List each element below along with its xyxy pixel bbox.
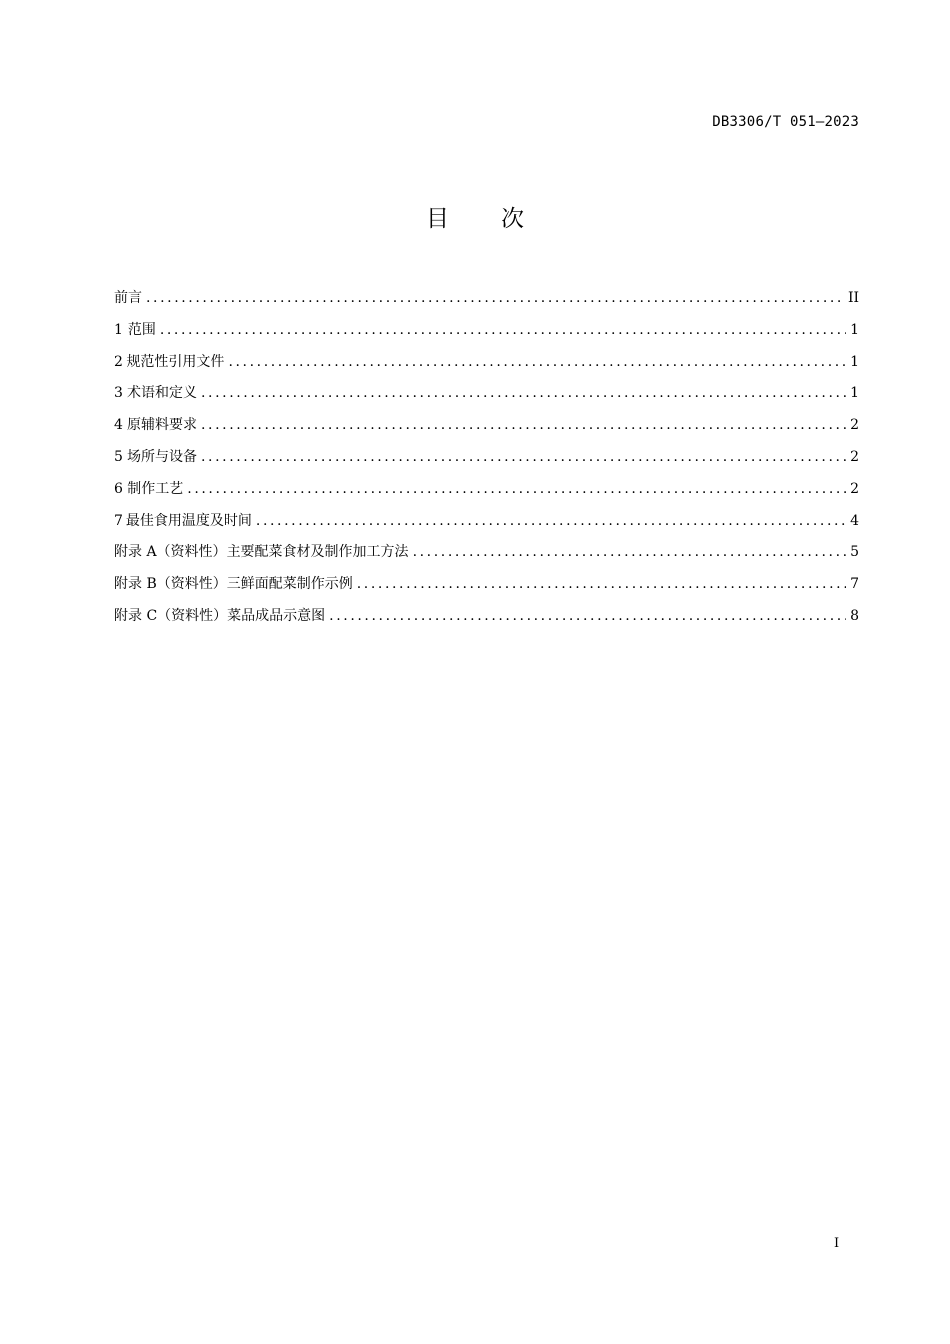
toc-entry-number: 3 xyxy=(114,385,123,402)
toc-entry-page: 2 xyxy=(850,480,859,497)
toc-entry-serving-temperature[interactable] xyxy=(114,510,859,542)
toc-entry-page: 2 xyxy=(850,448,859,465)
toc-entry-page: 5 xyxy=(850,544,859,561)
toc-entry-label: 制作工艺 xyxy=(127,480,184,497)
toc-entry-normative-references[interactable] xyxy=(114,351,859,383)
toc-leader-dots xyxy=(187,481,846,497)
toc-entry-appendix-c[interactable] xyxy=(114,605,859,637)
toc-leader-dots xyxy=(201,417,846,433)
toc-entry-page: 1 xyxy=(850,353,859,370)
toc-leader-dots xyxy=(201,449,846,465)
toc-entry-appendix-a[interactable] xyxy=(114,541,859,573)
toc-entry-label: 前言 xyxy=(114,290,142,306)
toc-entry-label: 最佳食用温度及时间 xyxy=(125,512,252,529)
toc-leader-dots xyxy=(329,608,846,624)
toc-leader-dots xyxy=(357,576,846,592)
toc-entry-number: 6 xyxy=(114,480,123,497)
toc-leader-dots xyxy=(256,513,846,529)
toc-entry-page: 8 xyxy=(850,607,859,624)
toc-entry-label: 三鲜面配菜制作示例 xyxy=(226,576,353,593)
toc-title-char-1: 目 xyxy=(426,206,449,232)
toc-entry-label: 原辅料要求 xyxy=(127,417,197,434)
document-code: DB3306/T 051—2023 xyxy=(712,114,859,130)
toc-entry-premises-equipment[interactable] xyxy=(114,446,859,478)
toc-entry-terms-definitions[interactable] xyxy=(114,382,859,414)
toc-entry-page: 2 xyxy=(850,417,859,434)
toc-entry-page: 4 xyxy=(850,512,859,529)
toc-entry-page: 7 xyxy=(850,576,859,593)
toc-entry-number: 4 xyxy=(114,417,123,434)
toc-leader-dots xyxy=(228,354,846,370)
toc-entry-appendix-prefix: 附录 C（资料性） xyxy=(114,607,228,624)
toc-entry-number: 1 xyxy=(114,321,123,338)
toc-entry-number: 7 xyxy=(114,512,123,529)
toc-title xyxy=(0,200,950,233)
toc-entry-label: 主要配菜食材及制作加工方法 xyxy=(226,544,409,561)
toc-entry-label: 场所与设备 xyxy=(127,448,197,465)
toc-entry-label: 规范性引用文件 xyxy=(126,353,225,370)
toc-entry-number: 5 xyxy=(114,448,123,465)
toc-entry-appendix-prefix: 附录 B（资料性） xyxy=(114,576,227,593)
toc-entry-scope[interactable] xyxy=(114,319,859,351)
toc-entry-number: 2 xyxy=(114,353,123,370)
toc-entry-process[interactable] xyxy=(114,478,859,510)
toc-title-char-2: 次 xyxy=(501,206,524,232)
toc-entry-page: II xyxy=(847,290,859,306)
toc-entry-label: 范围 xyxy=(127,321,156,338)
toc-leader-dots xyxy=(160,322,846,338)
toc-entry-page: 1 xyxy=(850,385,859,402)
toc-entry-label: 术语和定义 xyxy=(127,385,197,402)
toc-entry-appendix-b[interactable] xyxy=(114,573,859,605)
toc-leader-dots xyxy=(201,385,846,401)
toc-entry-appendix-prefix: 附录 A（资料性） xyxy=(114,544,227,561)
toc-entry-label: 菜品成品示意图 xyxy=(227,607,326,624)
toc-leader-dots xyxy=(413,544,847,560)
toc-entry-page: 1 xyxy=(850,321,859,338)
toc-entry-raw-materials[interactable] xyxy=(114,414,859,446)
toc-list xyxy=(114,287,859,637)
toc-leader-dots xyxy=(146,290,844,306)
toc-entry-foreword[interactable] xyxy=(114,287,859,319)
page-number: I xyxy=(834,1236,840,1251)
